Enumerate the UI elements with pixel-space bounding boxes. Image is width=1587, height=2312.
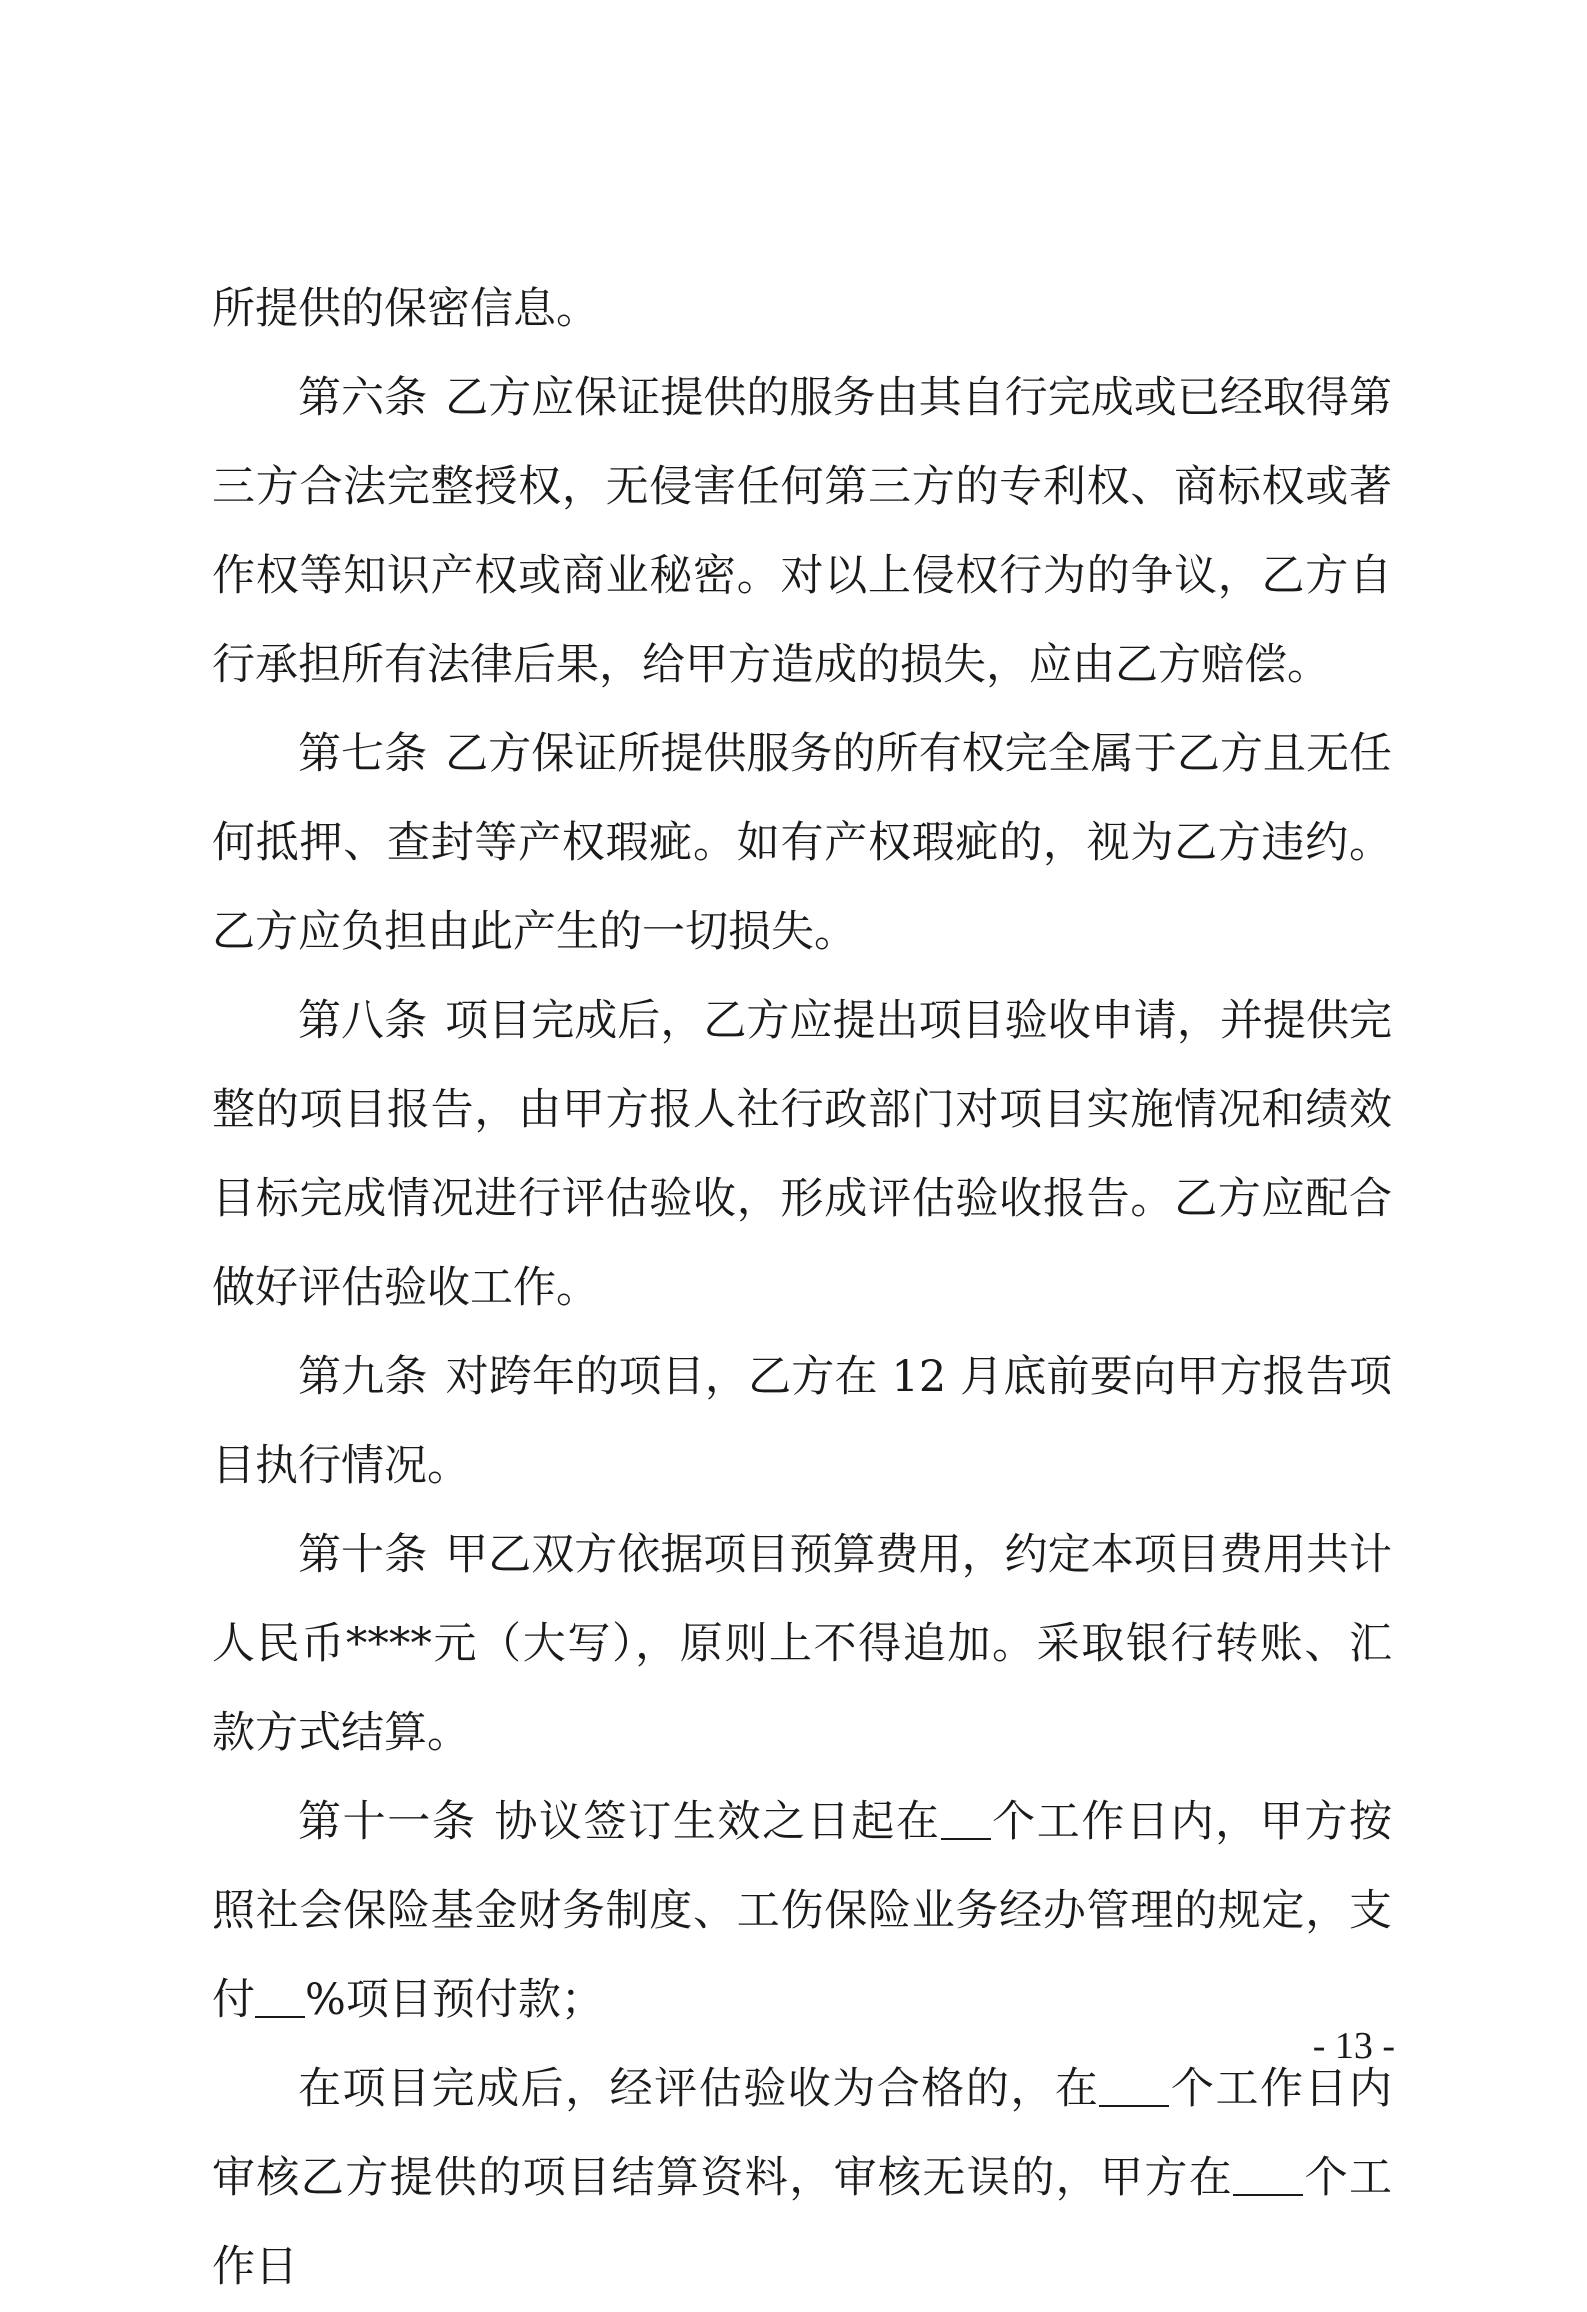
article-heading: 第八条 (298, 996, 428, 1046)
article-11 (212, 1778, 1392, 2045)
article-8 (212, 977, 1392, 1333)
fill-in-blank (255, 1976, 305, 2018)
paragraph-payment (212, 2045, 1392, 2312)
document-body (212, 265, 1392, 2312)
article-text: 个工作日内，甲方按照社会保险基金财务制度、工伤保险业务经办管理的规定，支付 (212, 1797, 1393, 2025)
article-heading: 第十条 (298, 1530, 428, 1580)
paragraph-continuation (212, 265, 1392, 354)
article-text: 甲乙双方依据项目预算费用，约定本项目费用共计人民币****元（大写），原则上不得追加。采取银行转账、汇款方式结算。 (212, 1530, 1392, 1758)
article-heading: 第七条 (298, 729, 428, 779)
article-7 (212, 710, 1392, 977)
article-text: 对跨年的项目，乙方在 12 月底前要向甲方报告项目执行情况。 (212, 1352, 1392, 1491)
article-text: 项目完成后，乙方应提出项目验收申请，并提供完整的项目报告，由甲方报人社行政部门对项目实施情况和绩效目标完成情况进行评估验收，形成评估验收报告。乙方应配合做好评估验收工作。 (212, 996, 1392, 1313)
article-text: 乙方应保证提供的服务由其自行完成或已经取得第三方合法完整授权，无侵害任何第三方的专利权、商标权或著作权等知识产权或商业秘密。对以上侵权行为的争议，乙方自行承担所有法律后果，给甲方造成的损失，应由乙方赔偿。 (212, 373, 1392, 690)
article-10 (212, 1511, 1392, 1778)
article-heading: 第六条 (298, 373, 428, 423)
paragraph-text: 在项目完成后，经评估验收为合格的，在 (298, 2064, 1100, 2114)
article-text: %项目预付款； (305, 1975, 604, 2025)
page-number: - 13 - (1312, 2025, 1395, 2067)
article-text: 乙方保证所提供服务的所有权完全属于乙方且无任何抵押、查封等产权瑕疵。如有产权瑕疵的，视为乙方违约。乙方应负担由此产生的一切损失。 (212, 729, 1392, 957)
article-6 (212, 354, 1392, 710)
paragraph-text: 个工作日内审核乙方提供的项目结算资料，审核无误的，甲方在 (212, 2064, 1393, 2203)
article-text: 协议签订生效之日起在 (494, 1797, 941, 1847)
article-heading: 第十一条 (298, 1797, 477, 1847)
article-9 (212, 1333, 1392, 1511)
article-heading: 第九条 (298, 1352, 428, 1402)
paragraph-text: 所提供的保密信息。 (212, 284, 599, 334)
fill-in-blank (1099, 2065, 1169, 2107)
paragraph-text: 个工作日 (212, 2153, 1393, 2292)
fill-in-blank (941, 1798, 991, 1840)
fill-in-blank (1233, 2154, 1303, 2196)
